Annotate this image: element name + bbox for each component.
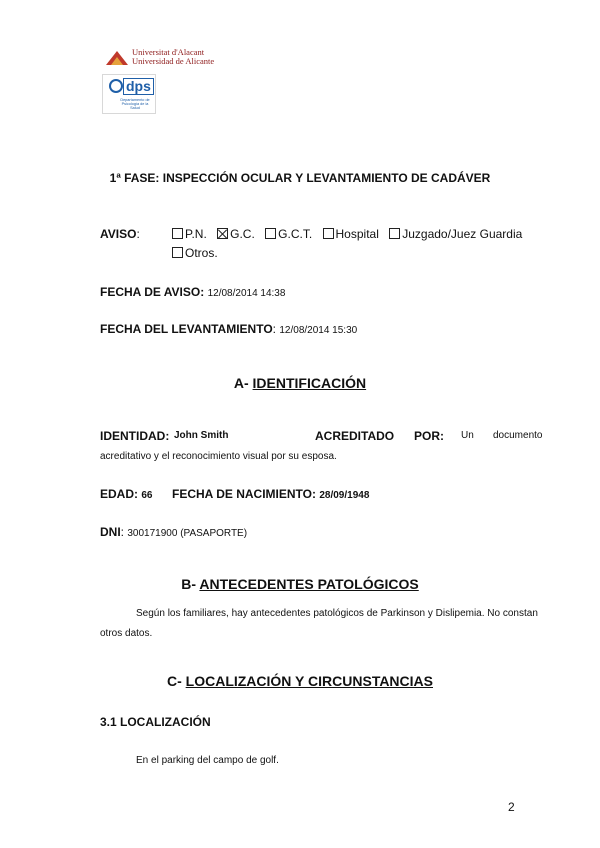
section-c-heading	[0, 673, 600, 689]
edad-row	[100, 487, 152, 501]
aviso-option-gc[interactable]	[217, 227, 255, 241]
aviso-option-label: Otros.	[185, 246, 218, 260]
fecha-levantamiento-row	[100, 322, 357, 336]
aviso-label-group	[100, 227, 140, 241]
section-b-prefix: B-	[181, 576, 200, 592]
antecedentes-line1: Según los familiares, hay antecedentes patológicos de Parkinson y Dislipemia. No constan	[136, 608, 538, 619]
dni-row	[100, 525, 247, 539]
university-name-line2: Universidad de Alicante	[132, 56, 215, 66]
fecha-levantamiento-value: 12/08/2014 15:30	[279, 325, 358, 336]
section-c-prefix: C-	[166, 673, 186, 689]
document-title: 1ª FASE: INSPECCIÓN OCULAR Y LEVANTAMIENTO DE CADÁVER	[109, 171, 491, 185]
aviso-option-juzgado[interactable]	[389, 227, 522, 241]
fecha-levantamiento-label: FECHA DEL LEVANTAMIENTO	[100, 322, 273, 336]
dps-circle-icon	[109, 79, 123, 93]
aviso-option-hospital[interactable]	[323, 227, 379, 241]
section-a-heading	[0, 375, 600, 391]
aviso-option-label: Hospital	[335, 227, 379, 241]
localizacion-text: En el parking del campo de golf.	[136, 755, 279, 766]
aviso-options-row2	[172, 246, 225, 260]
checkbox-unchecked-icon[interactable]	[265, 228, 276, 239]
checkbox-unchecked-icon[interactable]	[172, 228, 183, 239]
edad-label: EDAD:	[100, 487, 138, 501]
dps-subtitle-line1: Departamento de	[120, 98, 150, 102]
acreditado-word: documento	[493, 430, 543, 441]
fecha-nacimiento-value: 28/09/1948	[319, 490, 370, 501]
dps-subtitle-line2: Psicología de la Salud	[121, 102, 149, 111]
aviso-option-label: G.C.T.	[278, 227, 313, 241]
aviso-option-pn[interactable]	[172, 227, 207, 241]
acreditado-continuation: acreditativo y el reconocimiento visual por su esposa.	[100, 451, 337, 462]
aviso-option-otros[interactable]	[172, 246, 218, 260]
dps-subtitle	[117, 98, 153, 111]
university-emblem-icon	[106, 49, 128, 65]
fecha-nacimiento-label: FECHA DE NACIMIENTO:	[172, 487, 316, 501]
antecedentes-line2: otros datos.	[100, 628, 153, 639]
section-b-heading	[0, 576, 600, 592]
checkbox-unchecked-icon[interactable]	[389, 228, 400, 239]
aviso-colon: :	[136, 227, 140, 241]
aviso-option-label: Juzgado/Juez Guardia	[402, 227, 523, 241]
edad-value: 66	[141, 490, 153, 501]
section-b-title: ANTECEDENTES PATOLÓGICOS	[199, 576, 419, 592]
dni-value: 300171900 (PASAPORTE)	[127, 528, 248, 539]
fecha-aviso-label: FECHA DE AVISO:	[100, 285, 205, 299]
university-name	[132, 48, 214, 66]
fecha-nacimiento-row	[172, 487, 369, 501]
section-a-title: IDENTIFICACIÓN	[252, 375, 367, 391]
identidad-label: IDENTIDAD:	[100, 429, 170, 443]
localizacion-heading: 3.1 LOCALIZACIÓN	[100, 715, 211, 729]
aviso-option-label: P.N.	[185, 227, 207, 241]
acreditado-label: ACREDITADO	[315, 429, 395, 443]
aviso-options-row1	[172, 227, 522, 241]
aviso-option-gct[interactable]	[265, 227, 312, 241]
identidad-value: John Smith	[174, 430, 229, 441]
fecha-aviso-row	[100, 285, 285, 299]
por-label: POR:	[414, 429, 444, 443]
dps-logo-text: dps	[123, 78, 154, 95]
aviso-option-label: G.C.	[230, 227, 255, 241]
aviso-label: AVISO	[100, 227, 137, 241]
checkbox-unchecked-icon[interactable]	[172, 247, 183, 258]
dni-colon: :	[120, 525, 125, 539]
checkbox-checked-icon[interactable]	[217, 228, 228, 239]
university-name-line1: Universitat d'Alacant	[132, 47, 205, 57]
department-logo	[102, 74, 156, 114]
university-logo	[106, 48, 214, 66]
section-a-prefix: A-	[233, 375, 253, 391]
dni-label: DNI	[100, 525, 121, 539]
page-number: 2	[508, 800, 515, 814]
acreditado-word: Un	[461, 430, 474, 441]
fecha-levantamiento-colon: :	[272, 322, 277, 336]
section-c-title: LOCALIZACIÓN Y CIRCUNSTANCIAS	[185, 673, 433, 689]
fecha-aviso-value: 12/08/2014 14:38	[207, 288, 286, 299]
checkbox-unchecked-icon[interactable]	[323, 228, 334, 239]
